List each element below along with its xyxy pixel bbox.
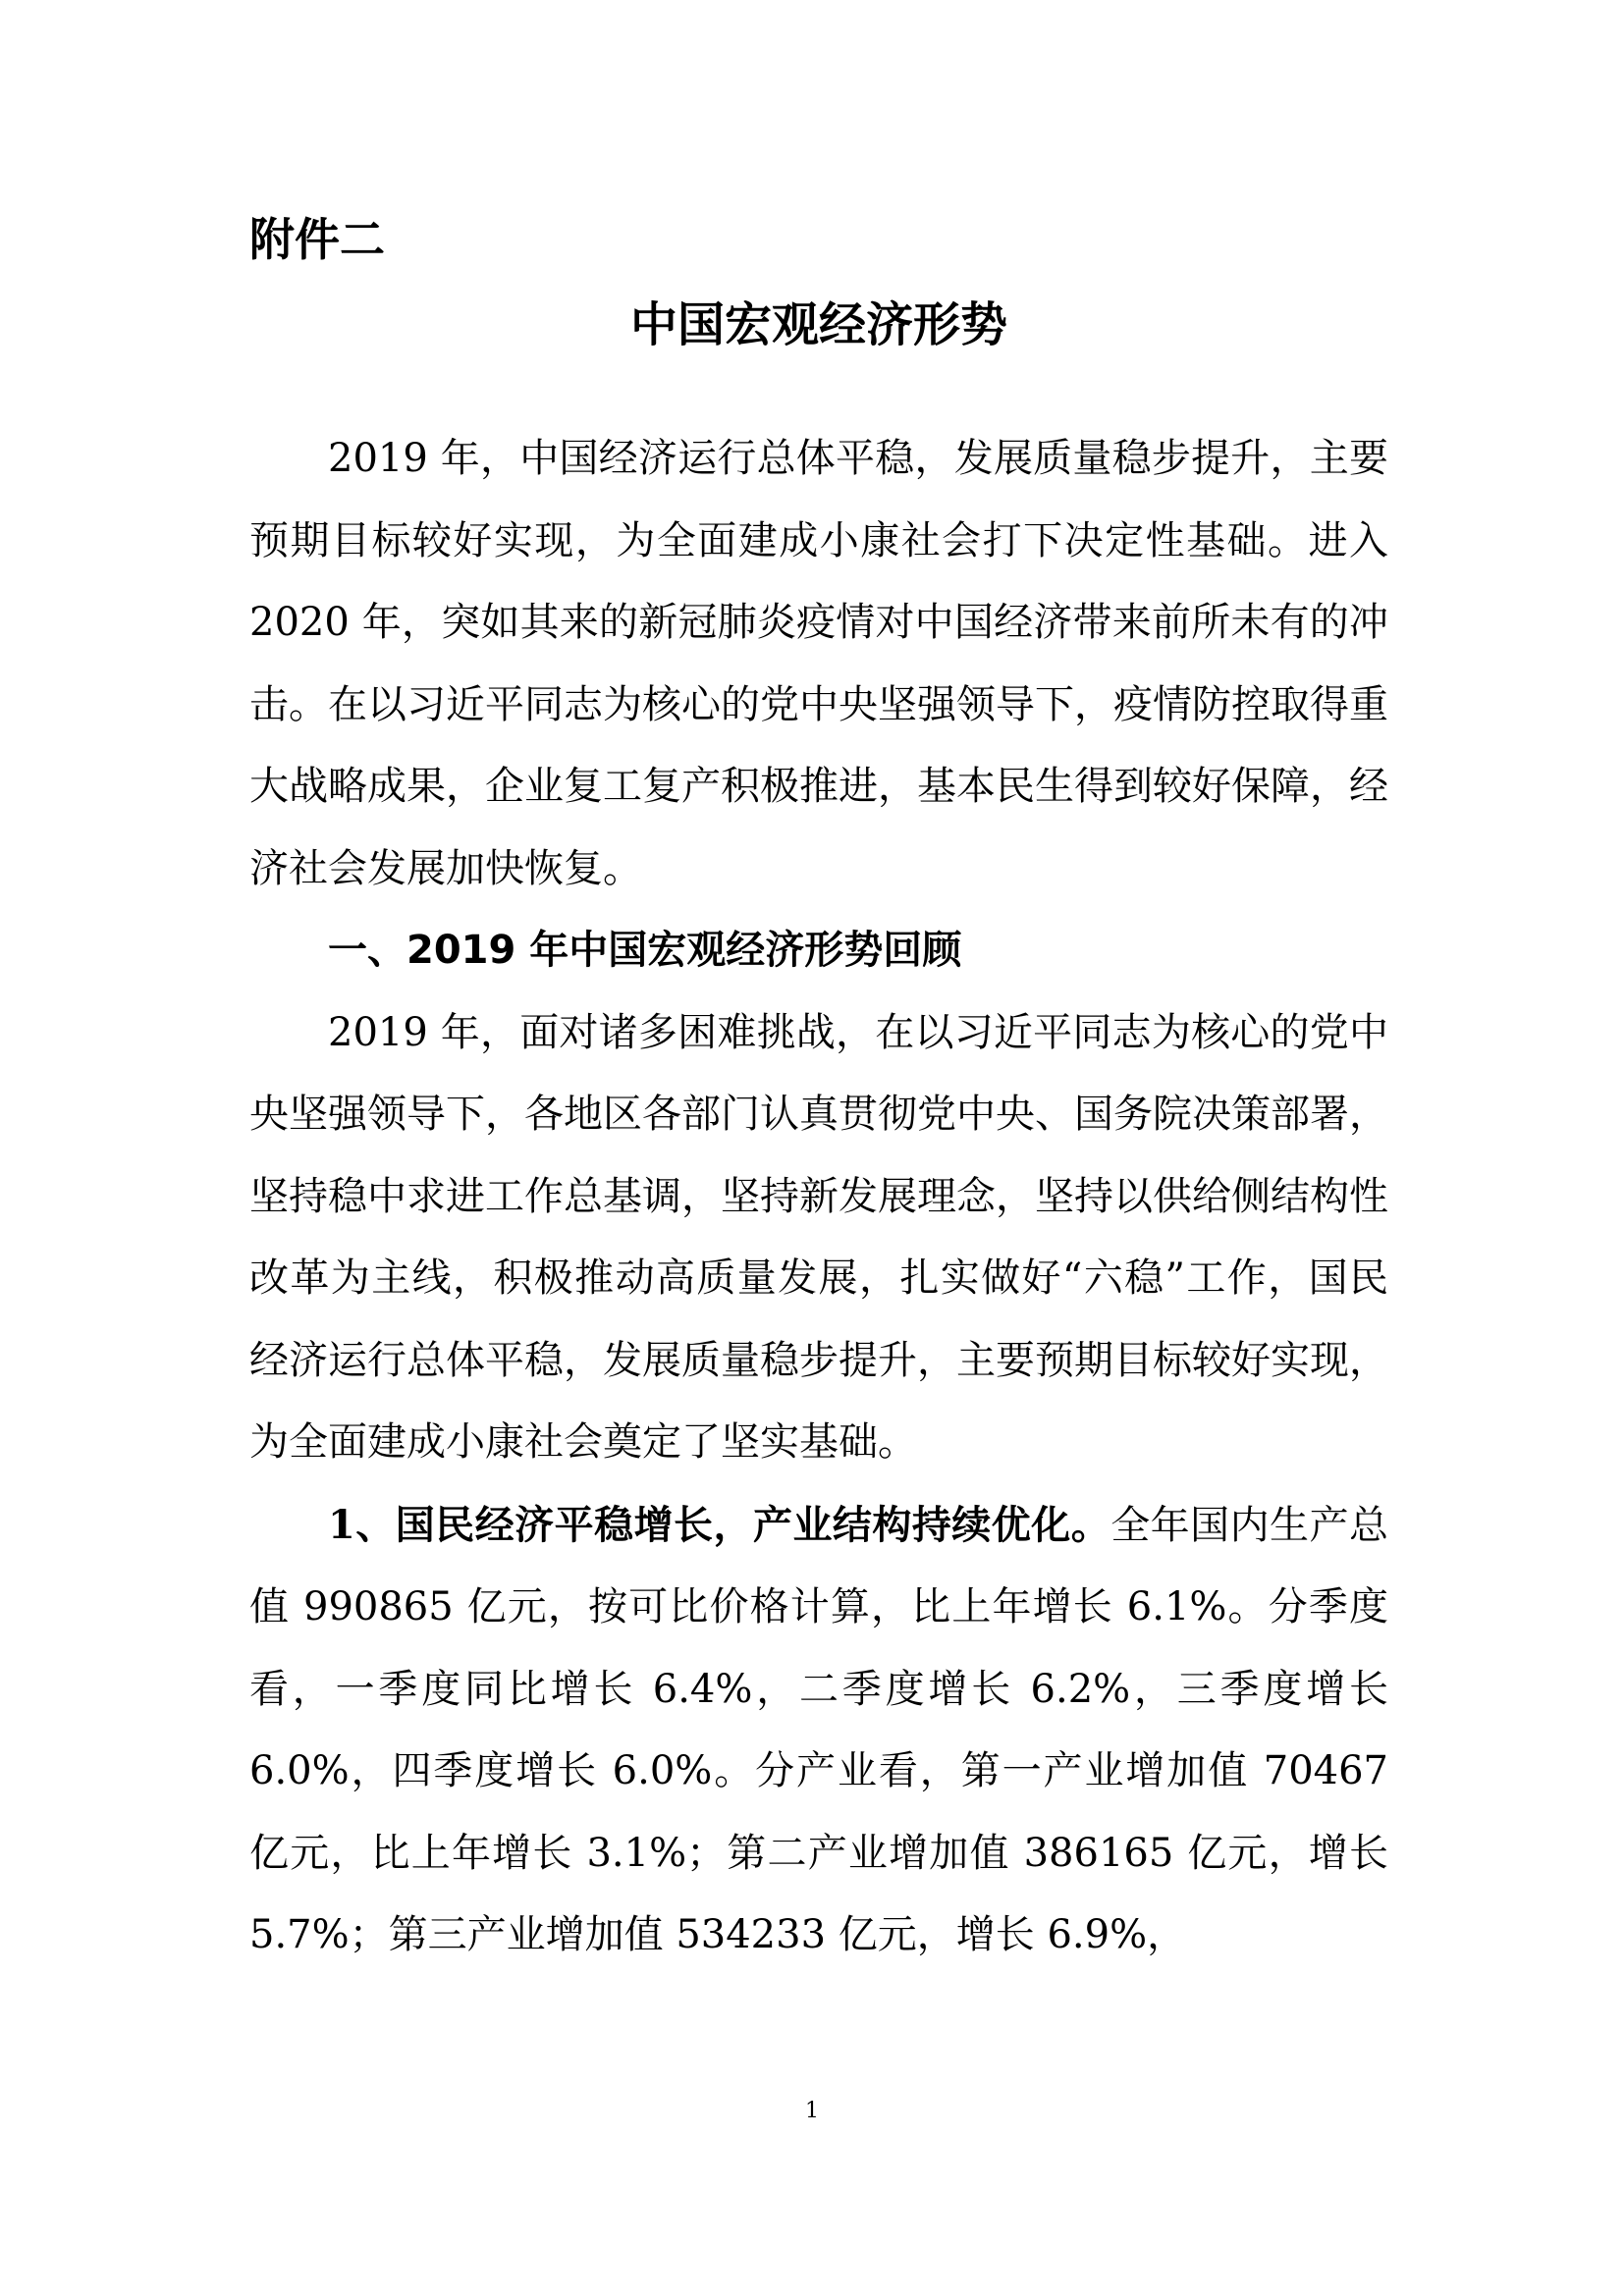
point-1-paragraph [249,1484,1388,1977]
point-1-lead: 1、国民经济平稳增长，产业结构持续优化。 [328,1501,1111,1548]
document-body [249,418,1388,1977]
review-paragraph: 2019 年，面对诸多困难挑战，在以习近平同志为核心的党中央坚强领导下，各地区各部门认真贯彻党中央、国务院决策部署，坚持稳中求进工作总基调，坚持新发展理念，坚持以供给侧结构性改革为主线，积极推动高质量发展，扎实做好“六稳”工作，国民经济运行总体平稳，发展质量稳步提升，主要预期目标较好实现，为全面建成小康社会奠定了坚实基础。 [249,1009,1388,1465]
attachment-label: 附件二 [249,213,385,266]
section-heading: 一、2019 年中国宏观经济形势回顾 [328,928,962,973]
page-number: 1 [805,2099,819,2123]
document-title: 中国宏观经济形势 [629,297,1007,352]
intro-paragraph: 2019 年，中国经济运行总体平稳，发展质量稳步提升，主要预期目标较好实现，为全面建成小康社会打下决定性基础。进入 2020 年，突如其来的新冠肺炎疫情对中国经济带来前所未有的冲击。在以习近平同志为核心的党中央坚强领导下，疫情防控取得重大战略成果，企业复工复产积极推进，基本民生得到较好保障，经济社会发展加快恢复。 [249,436,1388,891]
point-1-body: 全年国内生产总值 990865 亿元，按可比价格计算，比上年增长 6.1%。分季度看，一季度同比增长 6.4%，二季度增长 6.2%，三季度增长 6.0%，四季度增长 6.0%。分产业看，第一产业增加值 70467 亿元，比上年增长 3.1%；第二产业增加值 386165 亿元，增长 5.7%；第三产业增加值 534233 亿元，增长 6.9%， [249,1502,1388,1957]
